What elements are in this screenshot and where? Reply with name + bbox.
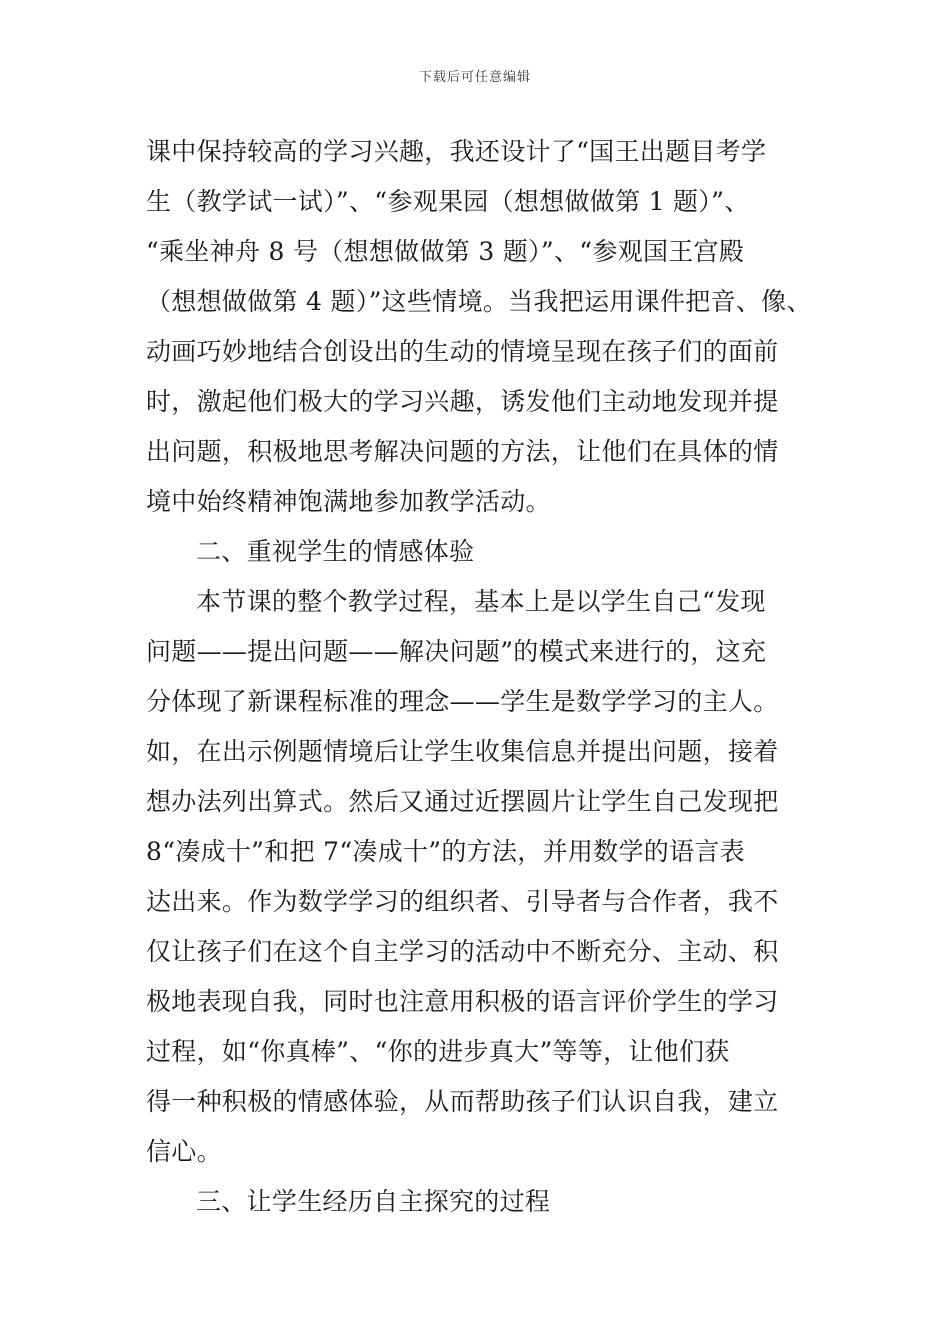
header-note: 下载后可任意编辑 <box>418 70 531 85</box>
paragraph-line: 分体现了新课程标准的理念——学生是数学学习的主人。 <box>146 687 779 716</box>
paragraph-line: 达出来。作为数学学习的组织者、引导者与合作者，我不 <box>146 887 779 916</box>
paragraph-line: 过程，如“你真棒”、“你的进步真大”等等，让他们获 <box>146 1037 730 1066</box>
paragraph-line: “乘坐神舟 8 号（想想做做第 3 题）”、“参观国王宫殿 <box>146 237 745 266</box>
paragraph-line: 信心。 <box>146 1137 222 1166</box>
paragraph-line: （想想做做第 4 题）”这些情境。当我把运用课件把音、像、 <box>146 287 812 316</box>
paragraph-line: 本节课的整个教学过程，基本上是以学生自己“发现 <box>196 587 766 616</box>
paragraph-line: 仅让孩子们在这个自主学习的活动中不断充分、主动、积 <box>146 937 779 966</box>
paragraph-line: 动画巧妙地结合创设出的生动的情境呈现在孩子们的面前 <box>146 337 779 366</box>
paragraph-line: 出问题，积极地思考解决问题的方法，让他们在具体的情 <box>146 437 779 466</box>
paragraph-line: 境中始终精神饱满地参加教学活动。 <box>146 487 551 516</box>
body-text <box>146 127 846 1227</box>
paragraph-line: 时，激起他们极大的学习兴趣，诱发他们主动地发现并提 <box>146 387 779 416</box>
paragraph-line: 问题——提出问题——解决问题”的模式来进行的，这充 <box>146 637 767 666</box>
paragraph-line: 如，在出示例题情境后让学生收集信息并提出问题，接着 <box>146 737 779 766</box>
paragraph-line: 想办法列出算式。然后又通过近摆圆片让学生自己发现把 <box>146 787 779 816</box>
section-heading: 二、重视学生的情感体验 <box>196 537 475 566</box>
paragraph-line: 生（教学试一试）”、“参观果园（想想做做第 1 题）”、 <box>146 187 750 216</box>
paragraph-line: 8“凑成十”和把 7“凑成十”的方法，并用数学的语言表 <box>146 837 745 866</box>
paragraph-line: 极地表现自我，同时也注意用积极的语言评价学生的学习 <box>146 987 779 1016</box>
section-heading: 三、让学生经历自主探究的过程 <box>196 1187 551 1216</box>
paragraph-line: 得一种积极的情感体验，从而帮助孩子们认识自我，建立 <box>146 1087 779 1116</box>
paragraph-line: 课中保持较高的学习兴趣，我还设计了“国王出题目考学 <box>146 137 767 166</box>
